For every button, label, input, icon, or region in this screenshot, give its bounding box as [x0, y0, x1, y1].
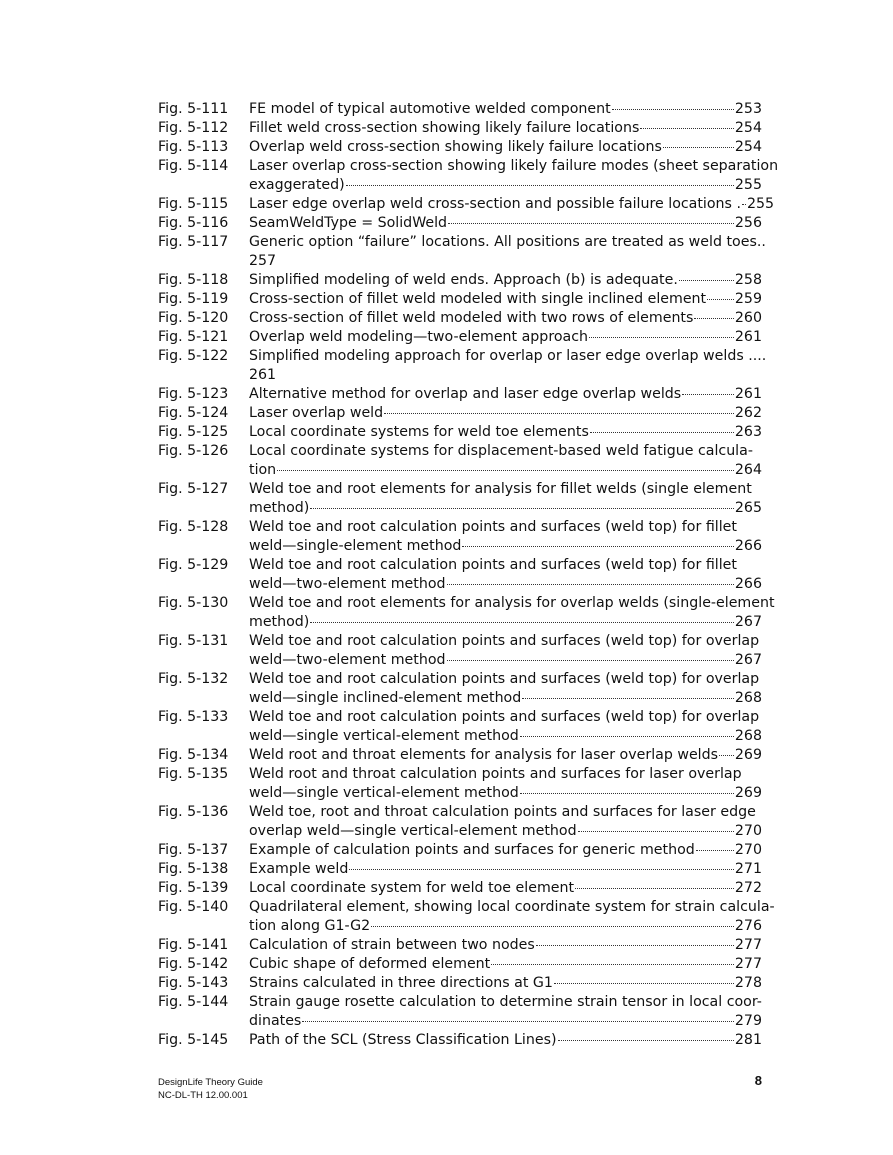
page-number: 8 — [754, 1073, 762, 1088]
caption-text: Simplified modeling of weld ends. Approach (b) is adequate. — [249, 272, 678, 288]
caption-text: exaggerated) — [249, 177, 345, 193]
page-ref[interactable]: 266 — [734, 538, 762, 554]
figure-number: Fig. 5-119 — [158, 291, 229, 307]
figure-number: Fig. 5-113 — [158, 139, 229, 155]
figure-caption — [249, 841, 762, 860]
figure-number: Fig. 5-115 — [158, 196, 229, 212]
dot-leader — [590, 432, 734, 433]
caption-text: Laser overlap weld — [249, 405, 384, 421]
caption-line — [249, 727, 762, 746]
caption-line — [249, 442, 762, 461]
footer-document-title: DesignLife Theory Guide — [158, 1077, 263, 1088]
figure-caption — [249, 423, 762, 442]
figure-caption — [249, 594, 775, 632]
caption-line — [249, 879, 762, 898]
caption-text: Example of calculation points and surfaces for generic method — [249, 842, 695, 858]
toc-entry[interactable] — [158, 936, 762, 955]
dot-leader — [522, 698, 734, 699]
caption-line — [249, 1012, 762, 1031]
figure-number: Fig. 5-132 — [158, 671, 229, 687]
caption-line — [249, 917, 762, 936]
caption-text: Cross-section of fillet weld modeled with single inclined element — [249, 291, 707, 307]
caption-text: Alternative method for overlap and laser edge overlap welds — [249, 386, 682, 402]
dot-leader — [371, 926, 734, 927]
toc-entry[interactable] — [158, 898, 775, 936]
caption-line — [249, 499, 762, 518]
toc-entry[interactable] — [158, 423, 762, 442]
figure-number: Fig. 5-118 — [158, 272, 229, 288]
dot-leader — [346, 185, 734, 186]
caption-line — [249, 157, 779, 176]
page-ref[interactable]: 259 — [734, 291, 762, 307]
figure-number: Fig. 5-127 — [158, 481, 229, 497]
toc-entry[interactable] — [158, 138, 762, 157]
caption-text: Calculation of strain between two nodes — [249, 937, 535, 953]
toc-entry[interactable] — [158, 879, 762, 898]
dot-leader — [719, 755, 734, 756]
caption-line — [249, 1031, 762, 1050]
caption-line — [249, 233, 766, 252]
figure-caption — [249, 803, 762, 841]
caption-text: Fillet weld cross-section showing likely failure locations — [249, 120, 640, 136]
caption-line — [249, 518, 762, 537]
caption-text: Overlap weld modeling—two-element approach — [249, 329, 589, 345]
page-ref[interactable]: 270 — [734, 842, 762, 858]
caption-line — [249, 841, 762, 860]
caption-text: Simplified modeling approach for overlap or laser edge overlap welds .... — [249, 348, 767, 364]
figure-number: Fig. 5-112 — [158, 120, 229, 136]
caption-text: Weld root and throat elements for analysis for laser overlap welds — [249, 747, 719, 763]
dot-leader — [679, 280, 734, 281]
dot-leader — [447, 584, 734, 585]
page-ref[interactable]: 257 — [249, 253, 277, 269]
caption-line — [249, 271, 762, 290]
figure-caption — [249, 518, 762, 556]
toc-entry[interactable] — [158, 746, 762, 765]
toc-entry[interactable] — [158, 556, 762, 594]
figure-number: Fig. 5-126 — [158, 443, 229, 459]
figure-caption — [249, 442, 762, 480]
figure-caption — [249, 746, 762, 765]
caption-text: tion — [249, 462, 277, 478]
caption-line — [249, 974, 762, 993]
caption-line — [249, 480, 762, 499]
figure-number: Fig. 5-144 — [158, 994, 229, 1010]
caption-line — [249, 708, 762, 727]
caption-text: weld—single inclined-element method — [249, 690, 522, 706]
caption-text: Strains calculated in three directions at G1 — [249, 975, 553, 991]
figure-number: Fig. 5-139 — [158, 880, 229, 896]
toc-entry[interactable] — [158, 442, 762, 480]
caption-line — [249, 746, 762, 765]
page-ref[interactable]: 255 — [734, 177, 762, 193]
caption-text: Generic option “failure” locations. All positions are treated as weld toes.. — [249, 234, 766, 250]
caption-text: Weld toe, root and throat calculation points and surfaces for laser edge — [249, 804, 756, 820]
figure-caption — [249, 157, 779, 195]
page-ref[interactable]: 267 — [734, 614, 762, 630]
page-ref[interactable]: 268 — [734, 728, 762, 744]
caption-line — [249, 404, 762, 423]
caption-line — [249, 860, 762, 879]
figure-number: Fig. 5-142 — [158, 956, 229, 972]
figure-number: Fig. 5-123 — [158, 386, 229, 402]
page-ref[interactable]: 270 — [734, 823, 762, 839]
caption-text: tion along G1-G2 — [249, 918, 371, 934]
figure-number: Fig. 5-134 — [158, 747, 229, 763]
page-ref[interactable]: 271 — [734, 861, 762, 877]
toc-entry[interactable] — [158, 765, 762, 803]
dot-leader — [310, 508, 734, 509]
page-ref[interactable]: 255 — [746, 196, 775, 212]
toc-entry[interactable] — [158, 860, 762, 879]
caption-text: Weld toe and root calculation points and surfaces (weld top) for fillet — [249, 519, 737, 535]
figure-caption — [249, 119, 762, 138]
toc-entry[interactable] — [158, 480, 762, 518]
figure-caption — [249, 898, 775, 936]
footer-document-code: NC-DL-TH 12.00.001 — [158, 1090, 248, 1101]
caption-line — [249, 822, 762, 841]
caption-line — [249, 100, 762, 119]
figure-caption — [249, 100, 762, 119]
caption-line — [249, 176, 762, 195]
caption-text: FE model of typical automotive welded component — [249, 101, 611, 117]
dot-leader — [302, 1021, 734, 1022]
page-ref[interactable]: 266 — [734, 576, 762, 592]
caption-text: Overlap weld cross-section showing likely failure locations — [249, 139, 662, 155]
caption-text: Path of the SCL (Stress Classification Lines) — [249, 1032, 557, 1048]
page-ref[interactable]: 254 — [734, 139, 762, 155]
caption-text: Weld toe and root calculation points and surfaces (weld top) for overlap — [249, 633, 760, 649]
caption-line — [249, 366, 762, 385]
caption-text: weld—single vertical-element method — [249, 728, 519, 744]
figure-number: Fig. 5-111 — [158, 101, 229, 117]
caption-line — [249, 214, 762, 233]
toc-entry[interactable] — [158, 404, 762, 423]
dot-leader — [575, 888, 734, 889]
caption-line — [249, 993, 762, 1012]
caption-line — [249, 328, 762, 347]
figure-caption — [249, 328, 762, 347]
figure-caption — [249, 879, 762, 898]
figure-number: Fig. 5-116 — [158, 215, 229, 231]
caption-text: dinates — [249, 1013, 302, 1029]
caption-text: Local coordinate system for weld toe element — [249, 880, 575, 896]
caption-text: Weld toe and root elements for analysis for overlap welds (single-element — [249, 595, 775, 611]
page-ref[interactable]: 277 — [734, 956, 762, 972]
dot-leader — [640, 128, 734, 129]
dot-leader — [536, 945, 734, 946]
figure-number: Fig. 5-137 — [158, 842, 229, 858]
figure-caption — [249, 955, 762, 974]
caption-line — [249, 803, 762, 822]
caption-line — [249, 556, 762, 575]
caption-text: Weld root and throat calculation points and surfaces for laser overlap — [249, 766, 742, 782]
toc-entry[interactable] — [158, 803, 762, 841]
page-ref[interactable]: 264 — [734, 462, 762, 478]
dot-leader — [448, 223, 734, 224]
caption-line — [249, 423, 762, 442]
caption-line — [249, 119, 762, 138]
caption-line — [249, 195, 775, 214]
page-ref[interactable]: 260 — [734, 310, 762, 326]
page-ref[interactable]: 261 — [734, 329, 762, 345]
caption-text: Strain gauge rosette calculation to determine strain tensor in local coor- — [249, 994, 762, 1010]
caption-line — [249, 252, 762, 271]
caption-line — [249, 594, 775, 613]
figure-number: Fig. 5-114 — [158, 158, 229, 174]
caption-line — [249, 309, 762, 328]
caption-line — [249, 138, 762, 157]
page-ref[interactable]: 262 — [734, 405, 762, 421]
dot-leader — [589, 337, 734, 338]
page-ref[interactable]: 267 — [734, 652, 762, 668]
caption-line — [249, 651, 762, 670]
page-ref[interactable]: 268 — [734, 690, 762, 706]
caption-text: Cross-section of fillet weld modeled with two rows of elements — [249, 310, 694, 326]
dot-leader — [694, 318, 734, 319]
toc-entry[interactable] — [158, 974, 762, 993]
toc-entry[interactable] — [158, 518, 762, 556]
caption-line — [249, 613, 762, 632]
figure-caption — [249, 1031, 762, 1050]
caption-line — [249, 632, 762, 651]
page-ref[interactable]: 261 — [249, 367, 277, 383]
dot-leader — [558, 1040, 734, 1041]
caption-text: Quadrilateral element, showing local coordinate system for strain calcula- — [249, 899, 775, 915]
toc-entry[interactable] — [158, 993, 762, 1031]
dot-leader — [612, 109, 734, 110]
footer — [158, 1076, 263, 1102]
toc-entry[interactable] — [158, 385, 762, 404]
figure-number: Fig. 5-130 — [158, 595, 229, 611]
toc-entry[interactable] — [158, 347, 767, 385]
figure-number: Fig. 5-121 — [158, 329, 229, 345]
caption-line — [249, 537, 762, 556]
toc-entry[interactable] — [158, 119, 762, 138]
dot-leader — [349, 869, 734, 870]
page-ref[interactable]: 269 — [734, 747, 762, 763]
figure-caption — [249, 271, 762, 290]
page-ref[interactable]: 253 — [734, 101, 762, 117]
dot-leader — [277, 470, 734, 471]
dot-leader — [462, 546, 734, 547]
dot-leader — [520, 736, 734, 737]
caption-line — [249, 575, 762, 594]
caption-text: weld—single-element method — [249, 538, 462, 554]
figure-number: Fig. 5-120 — [158, 310, 229, 326]
figure-caption — [249, 290, 762, 309]
figure-caption — [249, 936, 762, 955]
toc-entry[interactable] — [158, 670, 762, 708]
figure-number: Fig. 5-145 — [158, 1032, 229, 1048]
caption-text: SeamWeldType = SolidWeld — [249, 215, 448, 231]
caption-text: Laser overlap cross-section showing likely failure modes (sheet separation — [249, 158, 779, 174]
caption-text: method) — [249, 614, 310, 630]
caption-text: weld—two-element method — [249, 576, 446, 592]
dot-leader — [384, 413, 734, 414]
figure-caption — [249, 233, 766, 271]
toc-entry[interactable] — [158, 233, 766, 271]
caption-text: Weld toe and root calculation points and surfaces (weld top) for fillet — [249, 557, 737, 573]
dot-leader — [491, 964, 734, 965]
figure-number: Fig. 5-138 — [158, 861, 229, 877]
toc-entry[interactable] — [158, 708, 762, 746]
figure-caption — [249, 347, 767, 385]
figure-caption — [249, 556, 762, 594]
toc-entry[interactable] — [158, 328, 762, 347]
caption-text: Weld toe and root elements for analysis for fillet welds (single element — [249, 481, 752, 497]
dot-leader — [663, 147, 734, 148]
figure-caption — [249, 138, 762, 157]
caption-line — [249, 765, 762, 784]
toc-entry[interactable] — [158, 100, 762, 119]
figure-number: Fig. 5-135 — [158, 766, 229, 782]
page-ref[interactable]: 279 — [734, 1013, 762, 1029]
toc-entry[interactable] — [158, 841, 762, 860]
figure-number: Fig. 5-128 — [158, 519, 229, 535]
caption-text: Local coordinate systems for weld toe elements — [249, 424, 589, 440]
dot-leader — [742, 204, 746, 205]
dot-leader — [682, 394, 734, 395]
figure-number: Fig. 5-143 — [158, 975, 229, 991]
figure-number: Fig. 5-133 — [158, 709, 229, 725]
page-ref[interactable]: 265 — [734, 500, 762, 516]
caption-line — [249, 898, 775, 917]
caption-text: method) — [249, 500, 310, 516]
dot-leader — [310, 622, 734, 623]
toc-entry[interactable] — [158, 271, 762, 290]
figure-caption — [249, 309, 762, 328]
dot-leader — [707, 299, 734, 300]
caption-text: Example weld — [249, 861, 349, 877]
caption-text: Cubic shape of deformed element — [249, 956, 491, 972]
figure-caption — [249, 632, 762, 670]
caption-text: Weld toe and root calculation points and surfaces (weld top) for overlap — [249, 671, 760, 687]
toc-entry[interactable] — [158, 632, 762, 670]
figure-number: Fig. 5-140 — [158, 899, 229, 915]
page-ref[interactable]: 269 — [734, 785, 762, 801]
figure-number: Fig. 5-122 — [158, 348, 229, 364]
toc-entry[interactable] — [158, 955, 762, 974]
dot-leader — [554, 983, 734, 984]
toc-entry[interactable] — [158, 157, 779, 195]
toc-entry[interactable] — [158, 214, 762, 233]
figure-caption — [249, 404, 762, 423]
caption-line — [249, 461, 762, 480]
list-of-figures — [158, 100, 779, 1050]
toc-entry[interactable] — [158, 195, 775, 214]
dot-leader — [696, 850, 734, 851]
figure-number: Fig. 5-117 — [158, 234, 229, 250]
caption-line — [249, 936, 762, 955]
page-ref[interactable]: 263 — [734, 424, 762, 440]
figure-caption — [249, 708, 762, 746]
dot-leader — [578, 831, 734, 832]
page-ref[interactable]: 256 — [734, 215, 762, 231]
page-ref[interactable]: 254 — [734, 120, 762, 136]
toc-entry[interactable] — [158, 1031, 762, 1050]
caption-text: overlap weld—single vertical-element method — [249, 823, 577, 839]
figure-caption — [249, 385, 762, 404]
toc-entry[interactable] — [158, 290, 762, 309]
caption-line — [249, 670, 762, 689]
page-ref[interactable]: 281 — [734, 1032, 762, 1048]
caption-text: weld—single vertical-element method — [249, 785, 519, 801]
page-ref[interactable]: 278 — [734, 975, 762, 991]
figure-caption — [249, 195, 775, 214]
figure-number: Fig. 5-125 — [158, 424, 229, 440]
caption-text: weld—two-element method — [249, 652, 446, 668]
caption-line — [249, 784, 762, 803]
figure-caption — [249, 670, 762, 708]
figure-caption — [249, 860, 762, 879]
figure-number: Fig. 5-136 — [158, 804, 229, 820]
caption-text: Laser edge overlap weld cross-section and possible failure locations . — [249, 196, 741, 212]
figure-number: Fig. 5-131 — [158, 633, 229, 649]
figure-caption — [249, 765, 762, 803]
dot-leader — [447, 660, 734, 661]
caption-line — [249, 689, 762, 708]
page-ref[interactable]: 277 — [734, 937, 762, 953]
caption-line — [249, 955, 762, 974]
dot-leader — [520, 793, 734, 794]
caption-line — [249, 290, 762, 309]
page-ref[interactable]: 261 — [734, 386, 762, 402]
figure-number: Fig. 5-129 — [158, 557, 229, 573]
figure-number: Fig. 5-141 — [158, 937, 229, 953]
page-ref[interactable]: 258 — [734, 272, 762, 288]
figure-caption — [249, 214, 762, 233]
caption-text: Local coordinate systems for displacement-based weld fatigue calcula- — [249, 443, 753, 459]
figure-number: Fig. 5-124 — [158, 405, 229, 421]
page-ref[interactable]: 272 — [734, 880, 762, 896]
figure-caption — [249, 480, 762, 518]
toc-entry[interactable] — [158, 309, 762, 328]
figure-caption — [249, 974, 762, 993]
toc-entry[interactable] — [158, 594, 775, 632]
caption-text: Weld toe and root calculation points and surfaces (weld top) for overlap — [249, 709, 760, 725]
figure-caption — [249, 993, 762, 1031]
page-ref[interactable]: 276 — [734, 918, 762, 934]
caption-line — [249, 385, 762, 404]
caption-line — [249, 347, 767, 366]
